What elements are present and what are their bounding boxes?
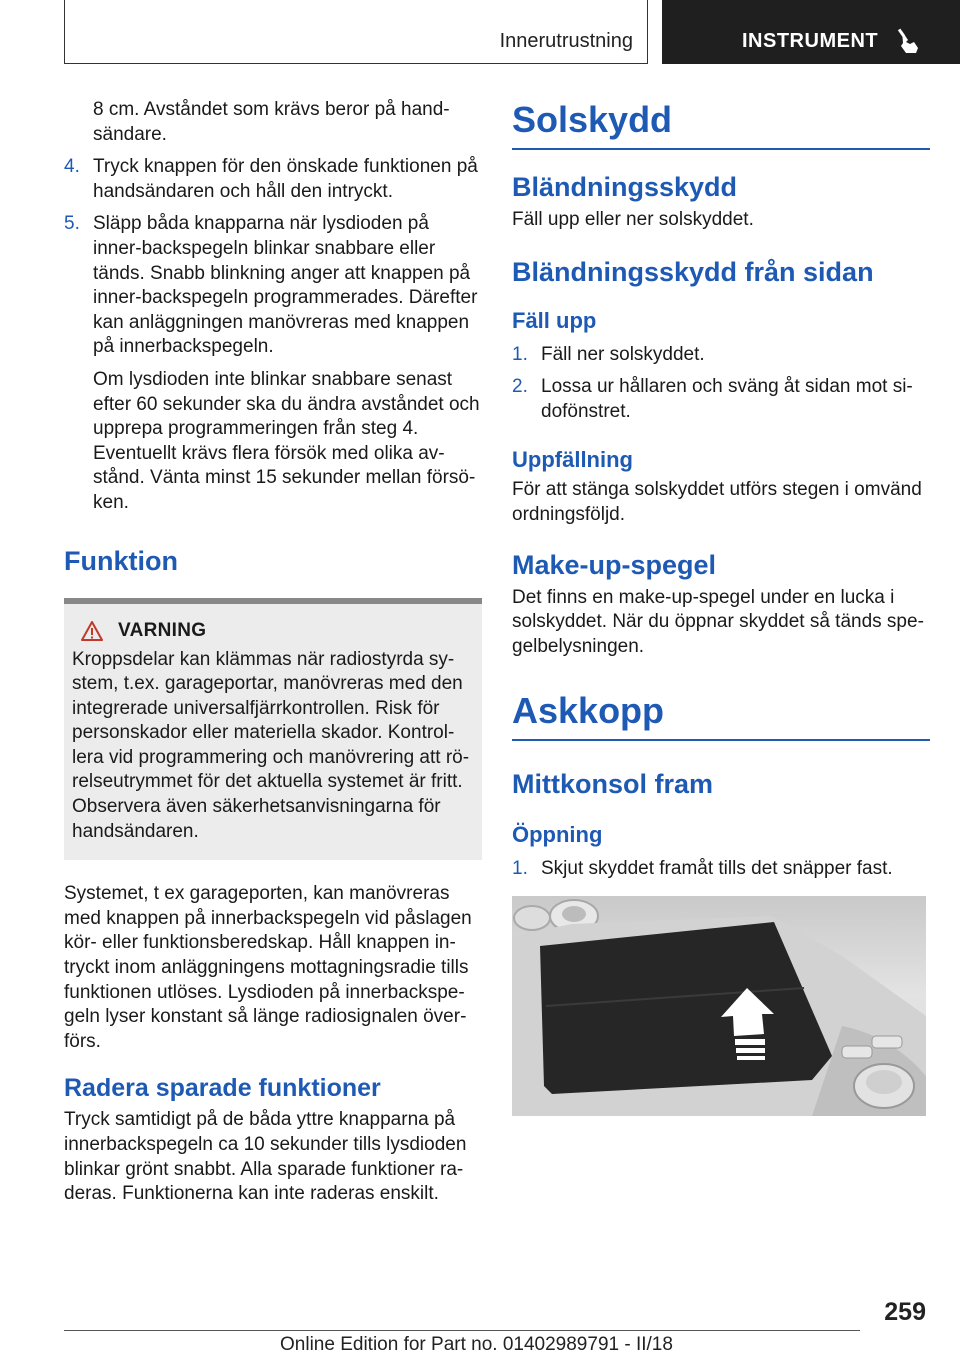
header-section-title: Innerutrustning [499,30,633,52]
step-note: Om lysdioden inte blinkar snabbare senast efter 60 sekunder ska du ändra avståndet och upprepa programmeringen från steg 4. Eventuellt krävs flera försök med olika av-stånd. Vänta minst 15 sekunder mellan försö-ken. [93,368,480,513]
header-chapter-title: INSTRUMENT [742,30,879,52]
footer-divider [64,1330,860,1331]
right-column [512,98,930,1116]
heading-fall-upp: Fäll upp [512,307,597,333]
paragraph-system: Systemet, t ex garageporten, kan manövreras med knappen på innerbackspegeln vid påslagen kör- eller funktionsberedskap. Håll knappen in-tryckt inom anläggningens mottagningsradie tills funktionen utlöses. Lysdioden på innerbackspe-geln lyser konstant så länge radiosignalen över-förs. [64,883,472,1052]
warning-text: Kroppsdelar kan klämmas när radiostyrda sy-stem, t.ex. garageportar, manövreras med den integrerade universalfjärrkontrollen. Risk för personskador eller materiella skador. Kontrol-lera vid programmering och manövrering att rö-relseutrymmet för det aktuella systemet är fritt. Observera även säkerhetsanvisningarna för handsändaren. [72,648,470,842]
footer-edition: Online Edition for Part no. 01402989791 - II/18 [280,1334,673,1355]
warning-header [80,620,472,642]
pointing-hand-icon [896,26,926,56]
step-text: Lossa ur hållaren och sväng åt sidan mot si-dofönstret. [541,376,913,422]
step-number: 1. [512,343,528,365]
left-column [64,98,482,1207]
paragraph-makeup: Det finns en make-up-spegel under en lucka i solskyddet. När du öppnar skyddet så tänds spe-gelbelysningen. [512,586,924,657]
warning-title: VARNING [118,619,207,641]
step-text: Skjut skyddet framåt tills det snäpper fast. [541,858,893,880]
paragraph-uppfallning: För att stänga solskyddet utförs stegen i omvänd ordningsföljd. [512,479,922,525]
step-number: 1. [512,858,528,880]
list-item [512,343,930,368]
paragraph-radera: Tryck samtidigt på de båda yttre knapparna på innerbackspegeln ca 10 sekunder tills lysdioden blinkar grönt snabbt. Alla sparade funktioner ra-deras. Funktionerna kan inte raderas enskilt. [64,1109,467,1205]
heading-blandningsskydd: Bländningsskydd [512,172,738,202]
step-text: Släpp båda knapparna när lysdioden på inner-backspegeln blinkar snabbare eller tänds. Snabb blinkning anger att knappen på inner-backspegeln programmerades. Därefter kan anläggningen manövreras med knappen på innerbackspegeln. [93,213,478,358]
heading-makeup: Make-up-spegel [512,549,717,580]
step-number: 5. [64,213,80,235]
ashtray-illustration [512,896,926,1116]
list-item [64,212,482,360]
heading-radera: Radera sparade funktioner [64,1074,381,1103]
step-text: Tryck knappen för den önskade funktionen på handsändaren och håll den intryckt. [93,156,478,202]
console-illustration [512,896,926,1116]
warning-triangle-icon [80,620,104,642]
header-chapter-tab [662,0,960,64]
paragraph-blandningsskydd: Fäll upp eller ner solskyddet. [512,209,754,230]
heading-mittkonsol: Mittkonsol fram [512,769,714,800]
step-number: 4. [64,156,80,178]
heading-blandningsskydd-sidan: Bländningsskydd från sidan [512,256,874,287]
heading-oppning: Öppning [512,822,603,848]
page-number: 259 [884,1298,926,1326]
heading-funktion: Funktion [64,545,178,576]
step-number: 2. [512,376,528,398]
step-text: Fäll ner solskyddet. [541,343,705,365]
continued-text: 8 cm. Avståndet som krävs beror på hand-sändare. [93,99,450,145]
list-item [512,375,930,424]
list-item [512,857,930,882]
heading-askkopp: Askkopp [512,689,930,741]
warning-box [64,598,482,861]
header-section-box [64,0,648,64]
list-item [64,155,482,204]
heading-uppfallning: Uppfällning [512,447,633,473]
heading-solskydd: Solskydd [512,98,930,150]
